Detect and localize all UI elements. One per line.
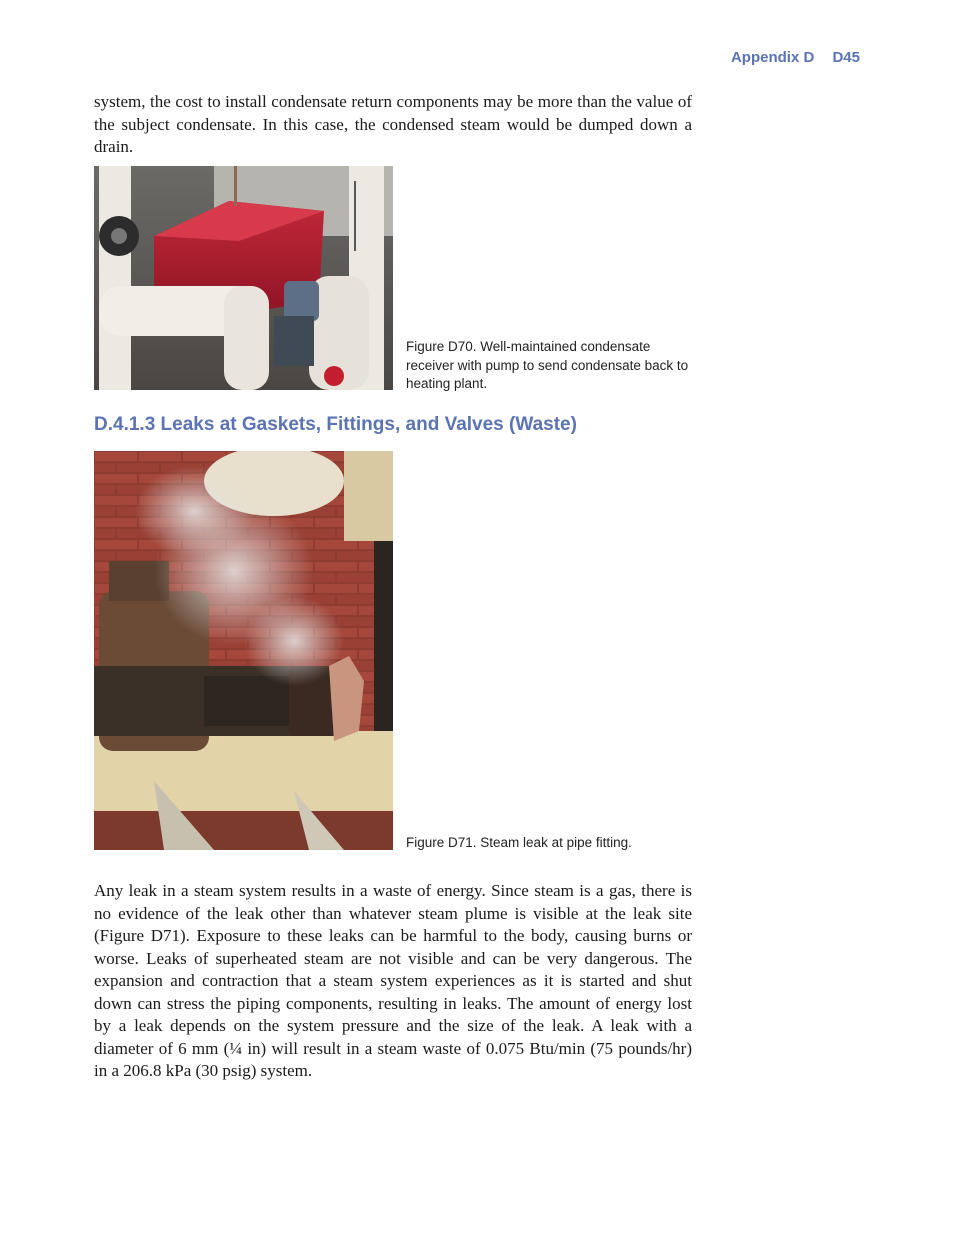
header-section: Appendix D bbox=[730, 49, 815, 66]
figure-d70-caption: Figure D70. Well-maintained condensate receiver with pump to send condensate back to heating plant. bbox=[406, 339, 689, 391]
page-number: D45 bbox=[832, 49, 860, 66]
condensate-receiver-photo bbox=[94, 166, 393, 390]
body-paragraph-1: system, the cost to install condensate return components may be more than the value of the subject condensate. In this case, the condensed steam would be dumped down a drain. bbox=[94, 92, 692, 156]
body-paragraph-2: Any leak in a steam system results in a waste of energy. Since steam is a gas, there is no evidence of the leak other than whatever steam plume is visible at the leak site (Figure D71). Exposure to these leaks can be harmful to the body, causing burns or worse. Leaks of superheated steam are not visible and can be very dangerous. The expansion and contraction that a steam system experiences as it is started and shut down can stress the piping components, resulting in leaks. The amount of energy lost by a leak depends on the system pressure and the size of the leak. A leak with a diameter of 6 mm (¼ in) will result in a steam waste of 0.075 Btu/min (75 pounds/hr) in a 206.8 kPa (30 psig) system. bbox=[94, 881, 692, 1080]
running-header bbox=[731, 49, 860, 66]
figure-d71-caption: Figure D71. Steam leak at pipe fitting. bbox=[406, 835, 632, 850]
steam-leak-photo bbox=[94, 451, 393, 850]
figure-d71-photo bbox=[94, 451, 393, 850]
figure-d70-photo bbox=[94, 166, 393, 390]
section-heading: D.4.1.3 Leaks at Gaskets, Fittings, and Valves (Waste) bbox=[94, 414, 577, 435]
